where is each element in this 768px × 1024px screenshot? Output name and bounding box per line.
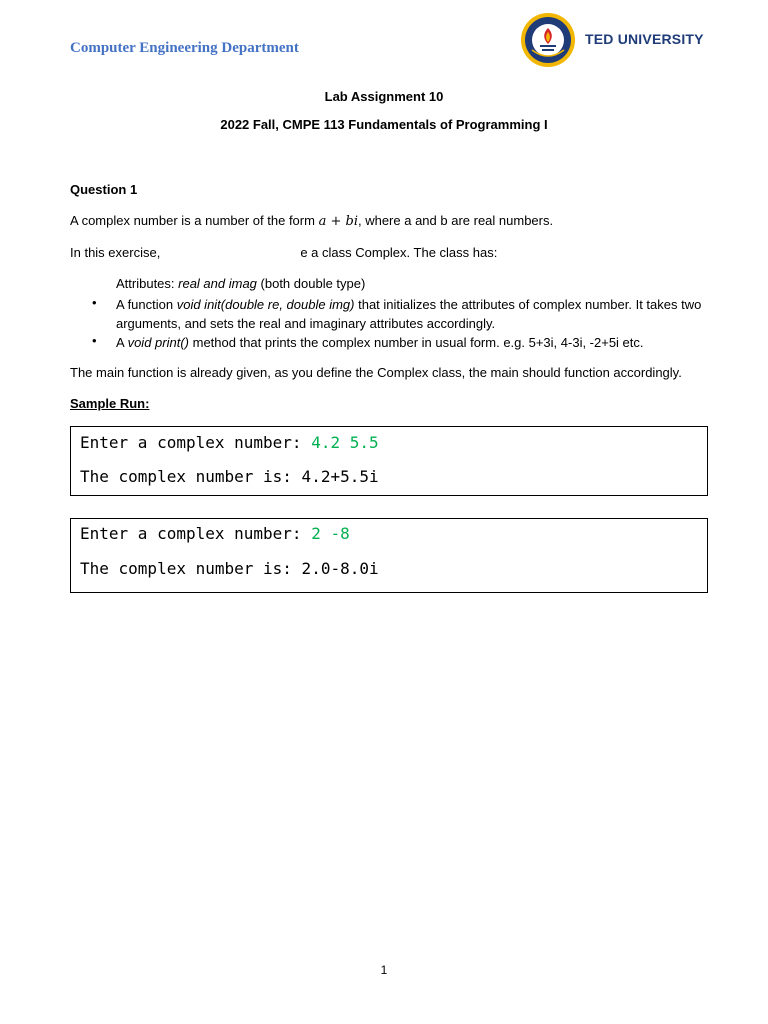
formula-bi: bi <box>345 214 358 229</box>
page-number: 1 <box>380 963 388 977</box>
bullet-icon: • <box>92 295 97 310</box>
user-input: 2 -8 <box>311 524 350 543</box>
exercise-paragraph: In this exercise, e a class Complex. The class has: <box>70 245 498 260</box>
course-title: 2022 Fall, CMPE 113 Fundamentals of Programming I <box>220 117 548 132</box>
main-note: The main function is already given, as you define the Complex class, the main should function accordingly. <box>70 365 682 380</box>
program-output: The complex number is: 4.2+5.5i <box>80 467 379 486</box>
sample-run-box-1: Enter a complex number: 4.2 5.5 The complex number is: 4.2+5.5i <box>70 426 708 496</box>
question-heading: Question 1 <box>70 182 138 197</box>
bullet-icon: • <box>92 333 97 348</box>
university-name: TED UNIVERSITY <box>585 31 704 47</box>
sample-run-heading: Sample Run: <box>70 396 150 411</box>
sample-run-box-2: Enter a complex number: 2 -8 The complex number is: 2.0-8.0i <box>70 518 708 593</box>
bullet-print-method: • A void print() method that prints the complex number in usual form. e.g. 5+3i, 4-3i, -2+5i etc. <box>92 333 644 350</box>
intro-paragraph: A complex number is a number of the form a + bi, where a and b are real numbers. <box>70 213 554 229</box>
department-title: Computer Engineering Department <box>70 40 299 56</box>
bullet-init-function: • A function void init(double re, double img) that initializes the attributes of complex number. It takes two arguments, and sets the real and imaginary attributes accordingly. <box>92 295 702 331</box>
attributes-line: Attributes: real and imag (both double type) <box>116 276 366 291</box>
lab-title: Lab Assignment 10 <box>324 89 444 104</box>
formula-a: a <box>318 214 327 229</box>
user-input: 4.2 5.5 <box>311 433 379 452</box>
program-output: The complex number is: 2.0-8.0i <box>80 559 379 578</box>
